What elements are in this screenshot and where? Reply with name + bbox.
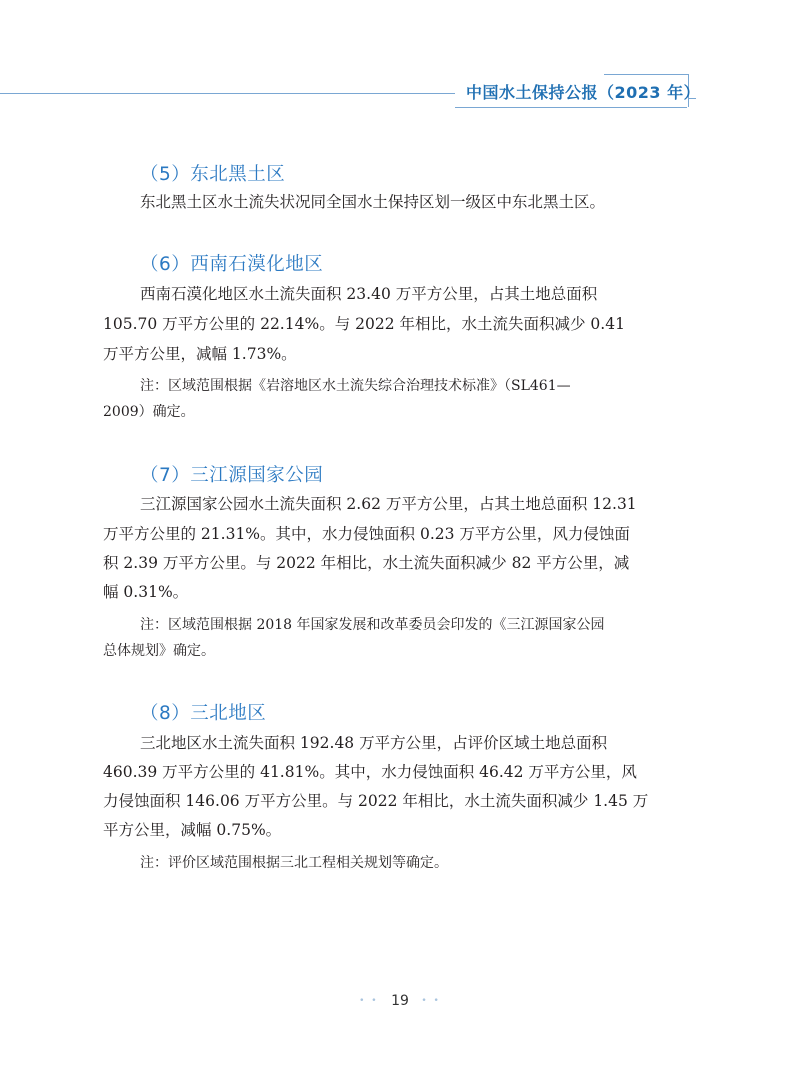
paragraph-line: 三江源国家公园水土流失面积 2.62 万平方公里，占其土地总面积 12.31 (140, 495, 637, 513)
paragraph-line: 西南石漠化地区水土流失面积 23.40 万平方公里，占其土地总面积 (140, 285, 598, 303)
page-number: 19 (391, 993, 409, 1009)
paragraph-line: 积 2.39 万平方公里。与 2022 年相比，水土流失面积减少 82 平方公里，减 (103, 554, 630, 572)
note-line: 2009）确定。 (103, 404, 195, 420)
running-header-title: 中国水土保持公报（2023 年） (466, 83, 701, 102)
header-rule-long (0, 93, 455, 94)
paragraph-line: 东北黑土区水土流失状况同全国水土保持区划一级区中东北黑土区。 (140, 193, 606, 211)
note-line: 注：区域范围根据《岩溶地区水土流失综合治理技术标准》（SL461— (140, 378, 571, 394)
note-line: 注：评价区域范围根据三北工程相关规划等确定。 (140, 855, 448, 871)
section-heading-8: （8）三北地区 (140, 703, 267, 724)
footer-dots-left: • • (359, 996, 379, 1006)
section-heading-7: （7）三江源国家公园 (140, 465, 324, 486)
section-heading-6: （6）西南石漠化地区 (140, 254, 324, 275)
header-rule-short (455, 107, 687, 108)
section-heading-5: （5）东北黑土区 (140, 164, 286, 185)
paragraph-line: 幅 0.31%。 (103, 583, 189, 601)
note-line: 总体规划》确定。 (103, 643, 215, 659)
footer-dots-right: • • (421, 996, 441, 1006)
header-bracket-top (604, 74, 688, 75)
paragraph-line: 力侵蚀面积 146.06 万平方公里。与 2022 年相比，水土流失面积减少 1.45 万 (103, 792, 649, 810)
paragraph-line: 105.70 万平方公里的 22.14%。与 2022 年相比，水土流失面积减少 0.41 (103, 315, 625, 333)
paragraph-line: 万平方公里的 21.31%。其中，水力侵蚀面积 0.23 万平方公里，风力侵蚀面 (103, 525, 630, 543)
page-number-footer (0, 993, 800, 1009)
paragraph-line: 平方公里，减幅 0.75%。 (103, 821, 282, 839)
paragraph-line: 三北地区水土流失面积 192.48 万平方公里，占评价区域土地总面积 (140, 734, 608, 752)
paragraph-line: 万平方公里，减幅 1.73%。 (103, 345, 297, 363)
paragraph-line: 460.39 万平方公里的 41.81%。其中，水力侵蚀面积 46.42 万平方公里，风 (103, 763, 637, 781)
note-line: 注：区域范围根据 2018 年国家发展和改革委员会印发的《三江源国家公园 (140, 617, 605, 633)
